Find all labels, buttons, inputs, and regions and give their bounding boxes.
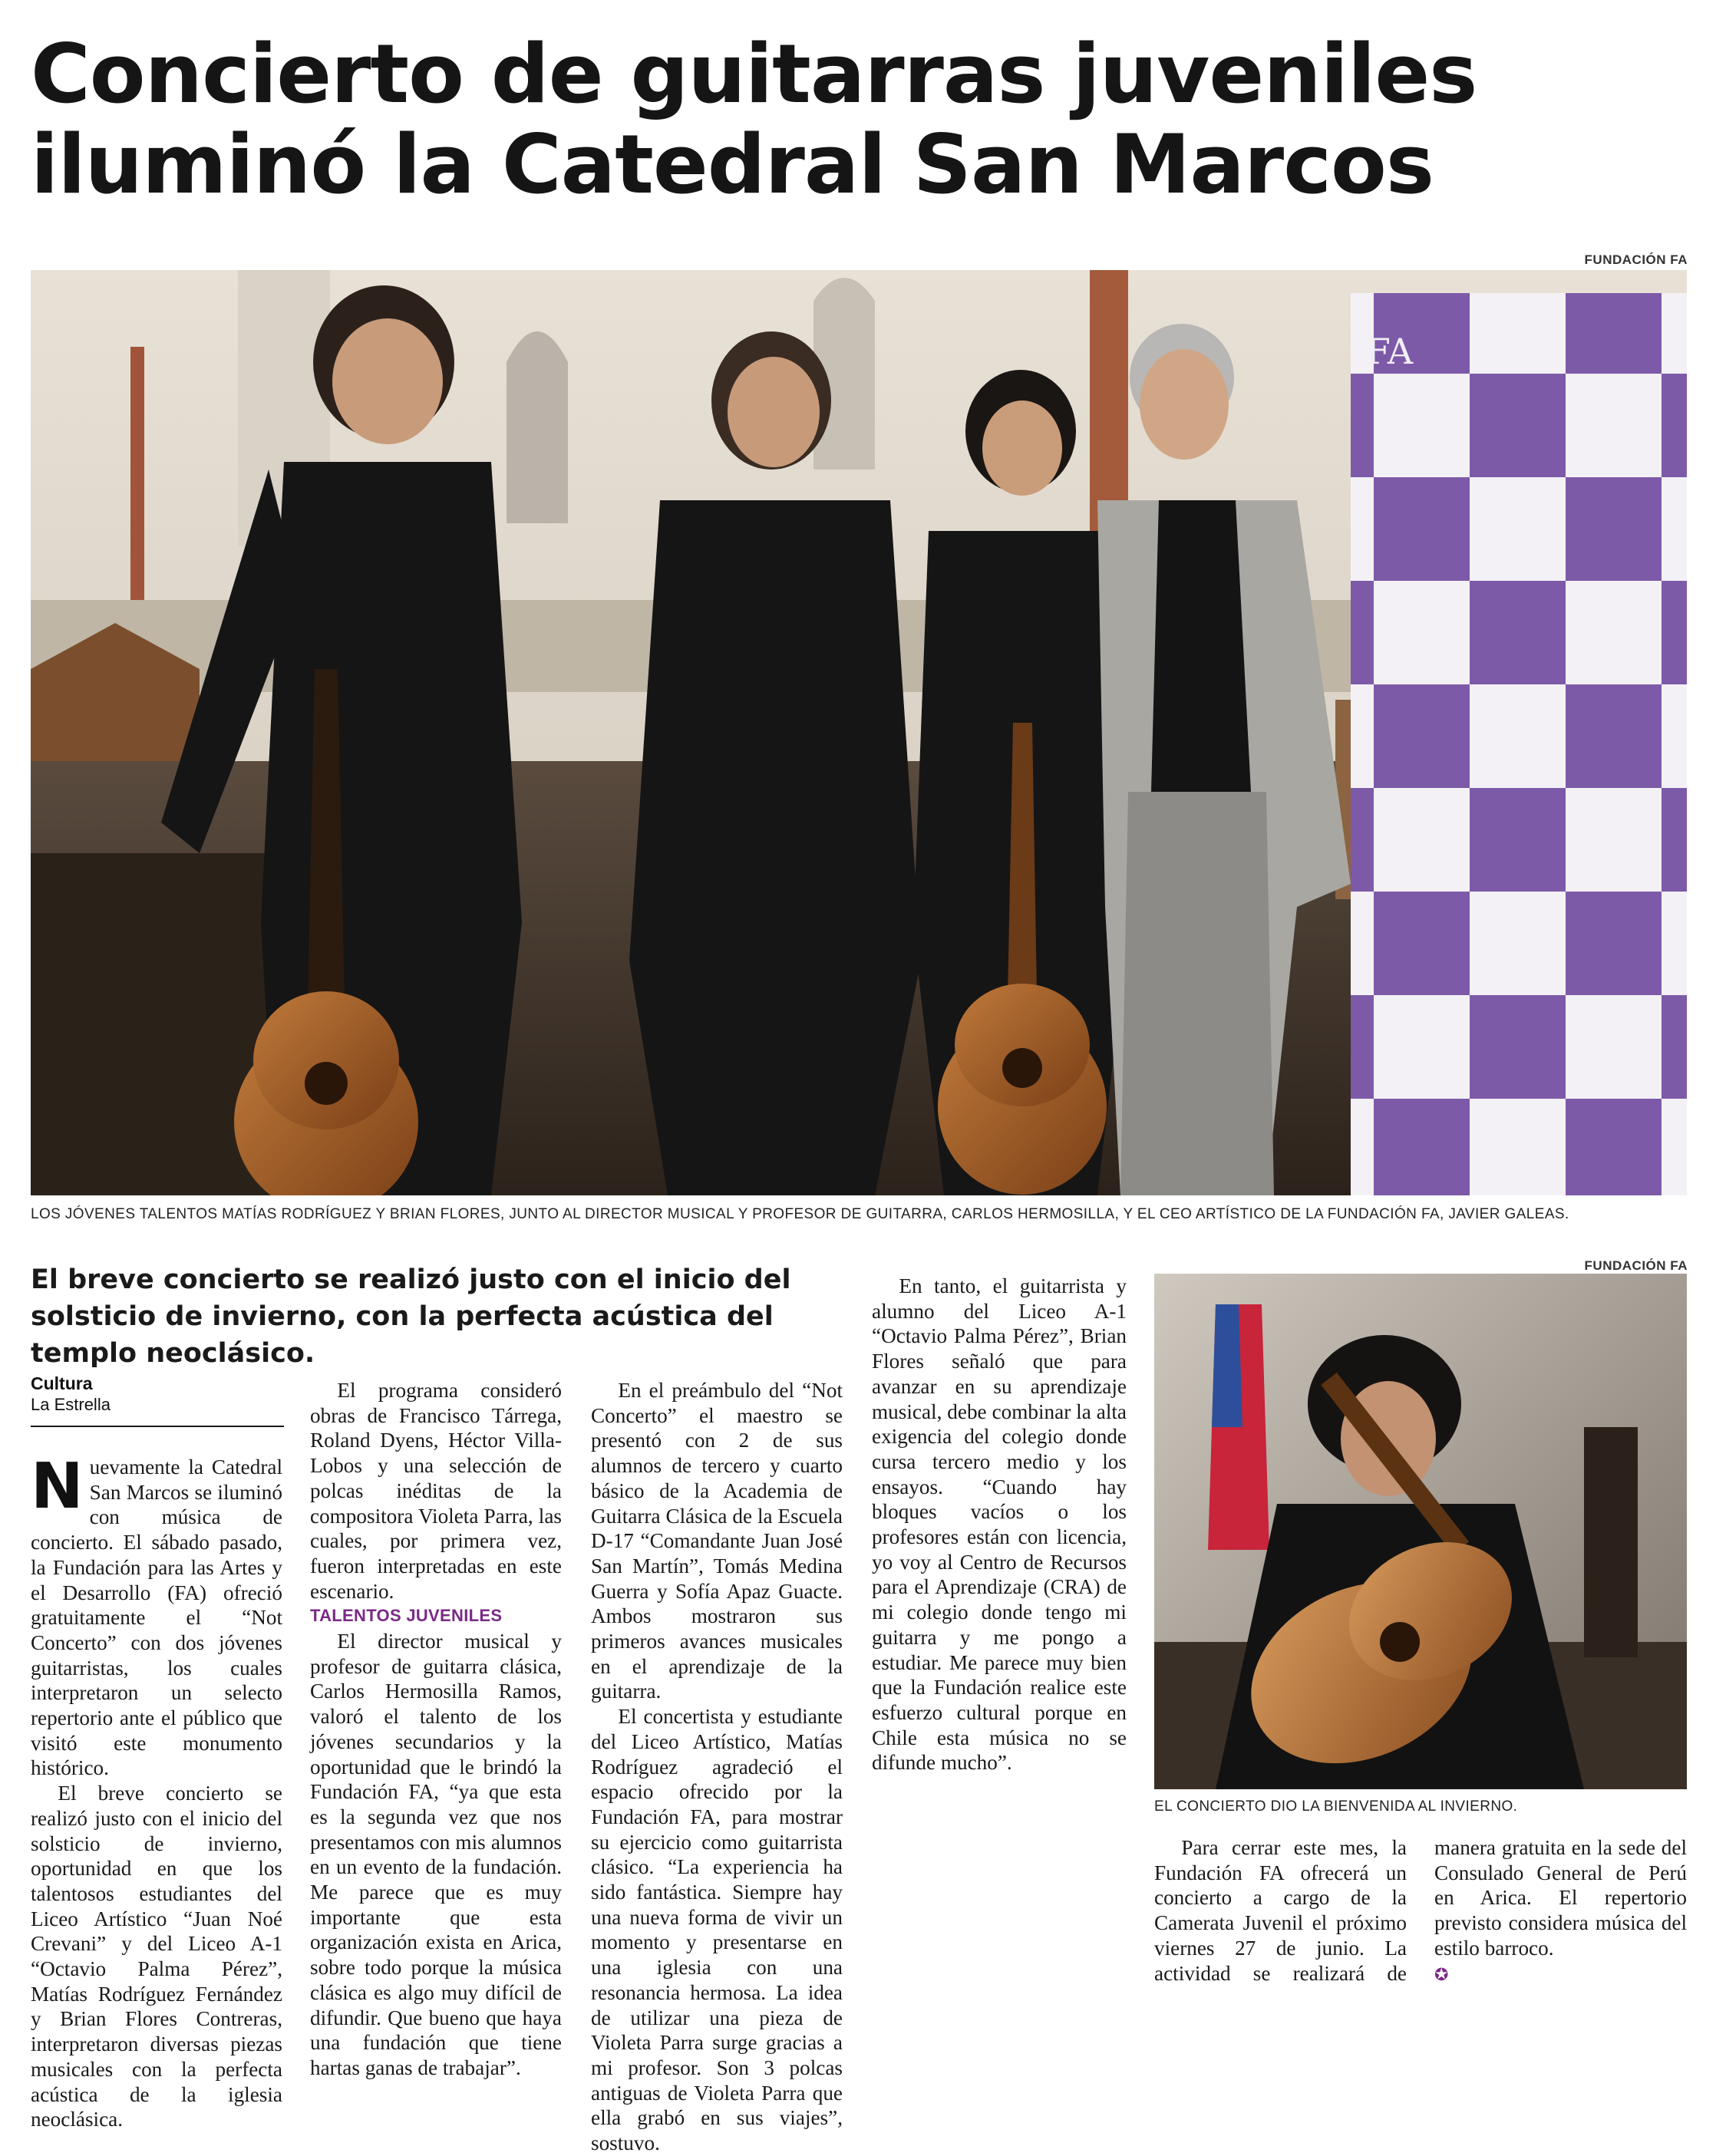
secondary-photo [1154, 1274, 1687, 1789]
headline: Concierto de guitarras juveniles iluminó la Catedral San Marcos [31, 27, 1477, 212]
body-paragraph-6: El concertista y estudiante del Liceo Artístico, Matías Rodríguez agradeció el espacio ofrecido por la Fundación FA, para mostrar su ejercicio como guitarrista clásico. “La experiencia ha sido fantástica. Siempre hay una nueva forma de vivir un momento y presentarse en una iglesia con una resonancia hermosa. La idea de utilizar una pieza de Violeta Parra surge gracias a mi profesor. Son 3 polcas antiguas de Violeta Parra que ella grabó en sus viajes”, sostuvo. [591, 1705, 843, 2155]
body-paragraph-2: El breve concierto se realizó justo con el inicio del solsticio de invierno, oportunidad en que los talentosos estudiantes del Liceo Artístico “Juan Noé Crevani” y del Liceo A-1 “Octavio Palma Pérez”, Matías Rodríguez Fernández y Brian Flores Contreras, interpretaron diversas piezas musicales con la perfecta acústica de la iglesia neoclásica. [31, 1782, 282, 2131]
body-paragraph-5: En el preámbulo del “Not Concerto” el maestro se presentó con 2 de sus alumnos de tercero y cuarto básico de la Academia de Guitarra Clásica de la Escuela D-17 “Comandante Juan José San Martín”, Tomás Medina Guerra y Sofía Apaz Guacte. Ambos mostraron sus primeros avances musicales en el aprendizaje de la guitarra. [591, 1379, 843, 1703]
subhead-talentos-juveniles: TALENTOS JUVENILES [310, 1606, 503, 1626]
backdrop-logo: FA [1366, 331, 1414, 372]
body-column-1 [31, 1450, 282, 2132]
main-photo [31, 270, 1687, 1195]
body-paragraph-4: El director musical y profesor de guitarra clásica, Carlos Hermosilla Ramos, valoró el talento de los jóvenes secundarios y la oportunidad que le brindó la Fundación FA, “ya que esta es la segunda vez que nos presentamos con mis alumnos en un evento de la fundación. Me parece que es muy importante que esta organización exista en Arica, sobre todo porque la música clásica es algo muy difícil de difundir. Que bueno que haya una fundación que tiene hartas ganas de trabajar”. [310, 1630, 562, 2079]
body-paragraph-1: uevamente la Catedral San Marcos se iluminó con música de concierto. El sábado pasado, la Fundación para las Artes y el Desarrollo (FA) ofreció gratuitamente el “Not Concerto” con dos jóvenes guitarristas, los cuales interpretaron un selecto repertorio ante el público que visitó este monumento histórico. [31, 1455, 282, 1780]
body-paragraph-8: Para cerrar este mes, la Fundación FA ofrecerá un concierto a cargo de la Camerata Juvenil el próximo viernes 27 de junio. La actividad se realizará de manera gratuita en la sede del Consulado General de Perú en Arica. El repertorio previsto considera música del estilo barroco. [1154, 1836, 1687, 1985]
section-label [31, 1373, 284, 1415]
section-rule [31, 1426, 284, 1427]
source-name: La Estrella [31, 1395, 111, 1414]
deck: El breve concierto se realizó justo con el inicio del solsticio de invierno, con la perfecta acústica del templo neoclásico. [31, 1264, 791, 1369]
photo-credit-secondary: FUNDACIÓN FA [1584, 1258, 1688, 1273]
end-mark-icon: ✪ [1434, 1965, 1449, 1985]
body-column-4 [872, 1274, 1127, 1775]
photo-credit-main: FUNDACIÓN FA [1584, 252, 1688, 267]
body-paragraph-7: En tanto, el guitarrista y alumno del Liceo A-1 “Octavio Palma Pérez”, Brian Flores señaló que para avanzar en su aprendizaje musical, debe combinar la alta exigencia del colegio donde cursa tercero medio y los ensayos. “Cuando hay bloques vacíos o los profesores están con licencia, yo voy al Centro de Recursos para el Aprendizaje (CRA) de mi colegio donde tengo mi guitarra y me pongo a estudiar. Me parece muy bien que la Fundación realice este esfuerzo cultural porque en Chile esta música no se difunde mucho”. [872, 1274, 1127, 1775]
body-column-2 [310, 1378, 562, 2081]
body-column-3 [591, 1378, 843, 2156]
section-name: Cultura [31, 1373, 93, 1393]
photo-caption-main: LOS JÓVENES TALENTOS MATÍAS RODRÍGUEZ Y BRIAN FLORES, JUNTO AL DIRECTOR MUSICAL Y PROFESOR DE GUITARRA, CARLOS HERMOSILLA, Y EL CEO ARTÍSTICO DE LA FUNDACIÓN FA, JAVIER GALEAS. [31, 1206, 1569, 1222]
body-paragraph-3: El programa consideró obras de Francisco Tárrega, Roland Dyens, Héctor Villa-Lobos y una selección de polcas inéditas de la compositora Violeta Parra, las cuales, por primera vez, fueron interpretadas en este escenario. [310, 1379, 562, 1603]
photo-caption-secondary: EL CONCIERTO DIO LA BIENVENIDA AL INVIERNO. [1154, 1798, 1518, 1815]
dropcap: N [31, 1450, 84, 1523]
body-columns-5-6 [1154, 1835, 1687, 1988]
